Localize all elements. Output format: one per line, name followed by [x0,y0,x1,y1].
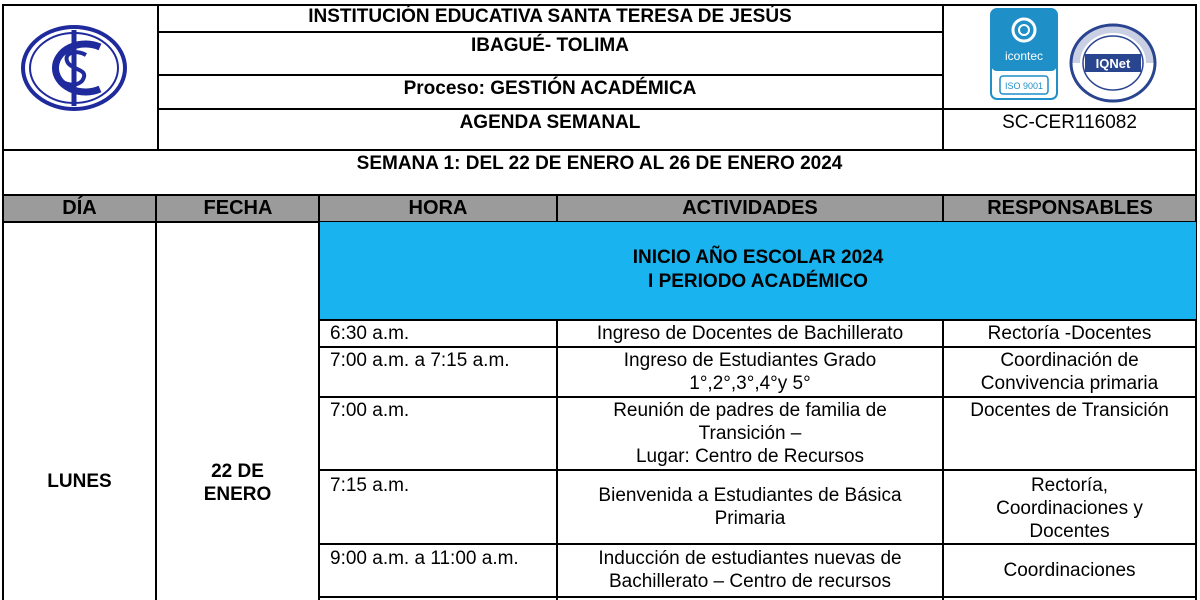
row-responsable: Rectoría, Coordinaciones y Docentes [996,475,1143,542]
column-dia: DÍA [62,197,97,219]
icontec-standard: ISO 9001 [1004,81,1044,91]
row-actividad: Reunión de padres de familia de Transición – Lugar: Centro de Recursos [613,400,887,467]
row-responsable: Coordinaciones [1003,560,1136,581]
row-hora: 9:00 a.m. a 11:00 a.m. [330,548,519,569]
row-hora: 7:00 a.m. a 7:15 a.m. [330,350,510,371]
column-responsables: RESPONSABLES [987,197,1153,219]
day-date [157,460,318,506]
iqnet-name: IQNet [1095,56,1131,71]
row-responsable: Docentes de Transición [970,400,1169,421]
iqnet-logo [1068,22,1158,104]
process-name: Proceso: GESTIÓN ACADÉMICA [403,78,697,99]
day-date-line-2: ENERO [203,484,272,505]
row-hora: 7:00 a.m. [330,400,410,421]
week-title: SEMANA 1: DEL 22 DE ENERO AL 26 DE ENERO 2024 [356,153,843,174]
row-hora: 7:15 a.m. [330,475,410,496]
icontec-logo [990,8,1058,100]
column-fecha: FECHA [203,197,273,219]
day-date-line-1: 22 DE [211,461,264,482]
banner-line-2: I PERIODO ACADÉMICO [648,271,868,292]
institution-name: INSTITUCIÓN EDUCATIVA SANTA TERESA DE JESÚS [308,6,792,27]
school-logo [20,25,128,111]
row-actividad: Inducción de estudiantes nuevas de Bachillerato – Centro de recursos [598,548,902,592]
row-actividad: Bienvenida a Estudiantes de Básica Primaria [598,485,902,529]
row-responsable: Coordinación de Convivencia primaria [980,350,1159,394]
day-name: LUNES [47,471,112,492]
column-actividades: ACTIVIDADES [682,197,818,219]
banner-line-1: INICIO AÑO ESCOLAR 2024 [632,247,884,268]
document-title: AGENDA SEMANAL [459,112,641,133]
row-responsable: Rectoría -Docentes [987,323,1152,344]
row-actividad: Ingreso de Estudiantes Grado 1°,2°,3°,4°y 5° [623,350,877,394]
row-hora: 6:30 a.m. [330,323,410,344]
icontec-name: icontec [1004,49,1044,63]
row-actividad: Ingreso de Docentes de Bachillerato [596,323,904,344]
column-hora: HORA [408,197,468,219]
certificate-code: SC-CER116082 [1002,112,1137,133]
city-name: IBAGUÉ- TOLIMA [471,35,629,56]
